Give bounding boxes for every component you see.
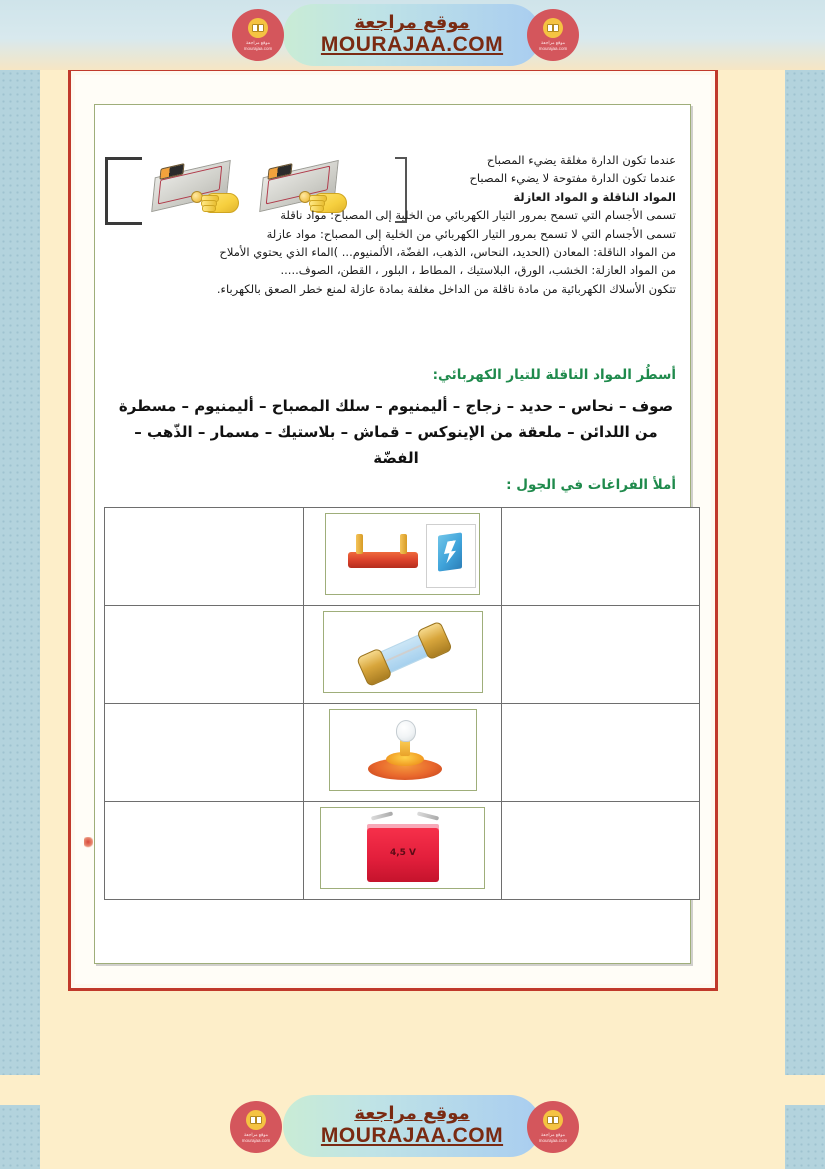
materials-line-2: من اللدائن – ملعقة من الإينوكس – قماش – بلاستيك – مسمار – الذّهب – الفضّة	[134, 423, 658, 467]
worksheet-content	[95, 105, 690, 963]
exercise2-heading: أملأ الفراغات في الجول :	[506, 477, 676, 493]
battery-voltage-label: 4,5 V	[389, 848, 417, 858]
body-line-1: تسمى الأجسام التي تسمح بمرور التيار الكهربائي من الخلية إلى المصباح: مواد ناقلة	[280, 208, 676, 223]
materials-list	[116, 393, 676, 471]
table-row	[105, 606, 700, 704]
answer-cell-right[interactable]	[105, 508, 304, 606]
lamp-bulb-icon	[396, 720, 416, 742]
worksheet-content-frame	[94, 104, 691, 964]
book-icon	[246, 1110, 266, 1130]
footer-brand-url: MOURAJAA.COM	[320, 1123, 504, 1147]
intro-line-1: عندما تكون الدارة مغلقة يضيء المصباح	[486, 153, 676, 167]
worksheet-cream-frame	[75, 75, 711, 984]
materials-table	[104, 507, 700, 900]
worksheet-outer-frame	[68, 68, 718, 991]
footer-logo-right[interactable]	[527, 1101, 579, 1153]
materials-line-1: صوف – نحاس – حديد – زجاج – أليمنيوم – سلك المصباح – أليمنيوم – مسطرة	[118, 397, 674, 415]
image-cell	[304, 704, 502, 802]
logo-arabic-text: موقع مراجعة	[245, 40, 271, 46]
header-brand-pill[interactable]	[283, 4, 541, 66]
logo-url-text: mourajaa.com	[538, 1138, 568, 1143]
table-row	[105, 802, 700, 900]
bracket-left	[105, 157, 142, 225]
body-line-2: تسمى الأجسام التي لا تسمح بمرور التيار الكهربائي من الخلية إلى المصباح: مواد عازلة	[266, 226, 676, 241]
table-row	[105, 508, 700, 606]
answer-cell-left[interactable]	[502, 606, 700, 704]
socket-pin	[356, 534, 363, 554]
footer-brand-pill[interactable]	[283, 1095, 541, 1157]
body-line-3: من المواد الناقلة: المعادن (الحديد، النحاس، الذهب، الفضّة، الألمنيوم... )الماء الذي يحتوي الأملاح	[219, 245, 676, 260]
book-icon	[543, 1110, 563, 1130]
body-line-4: من المواد العازلة: الخشب، الورق، البلاستيك ، المطاط ، البلور ، القطن، الصوف.....	[280, 263, 676, 278]
battery-terminal	[417, 811, 439, 820]
header-logo-left[interactable]	[232, 9, 284, 61]
answer-cell-left[interactable]	[502, 802, 700, 900]
footer-logo-left[interactable]	[230, 1101, 282, 1153]
table-row	[105, 704, 700, 802]
battery-terminal	[371, 811, 393, 820]
book-icon	[543, 18, 563, 38]
logo-arabic-text: موقع مراجعة	[540, 40, 566, 46]
site-footer-banner	[0, 1075, 825, 1169]
wall-switch-icon	[438, 532, 462, 571]
header-logo-right[interactable]	[527, 9, 579, 61]
logo-url-text: mourajaa.com	[241, 1138, 271, 1143]
image-cell	[304, 606, 502, 704]
logo-arabic-text: موقع مراجعة	[243, 1132, 269, 1138]
answer-cell-right[interactable]	[105, 606, 304, 704]
answer-cell-left[interactable]	[502, 508, 700, 606]
red-battery-figure	[320, 807, 485, 889]
lesson-section-title: المواد الناقلة و المواد العازلة	[513, 189, 676, 204]
image-cell	[304, 802, 502, 900]
answer-cell-right[interactable]	[105, 802, 304, 900]
header-brand-arabic: موقع مراجعة	[354, 12, 470, 34]
left-rail-marker	[84, 837, 93, 848]
socket-and-switch-figure	[325, 513, 480, 595]
lesson-text-block	[146, 151, 676, 298]
header-brand-url: MOURAJAA.COM	[320, 32, 504, 56]
image-cell	[304, 508, 502, 606]
socket-pin	[400, 534, 407, 554]
exercise1-heading: أسطُر المواد الناقلة للتيار الكهربائي:	[432, 367, 676, 383]
fuse-body	[355, 621, 451, 686]
logo-arabic-text: موقع مراجعة	[540, 1132, 566, 1138]
footer-brand-arabic: موقع مراجعة	[354, 1103, 470, 1125]
answer-cell-right[interactable]	[105, 704, 304, 802]
logo-url-text: mourajaa.com	[243, 46, 273, 51]
site-header-banner	[0, 0, 825, 70]
body-line-5: تتكون الأسلاك الكهربائية من مادة ناقلة من الداخل مغلفة بمادة عازلة لمنع خطر الصعق بالكهرباء.	[216, 281, 676, 296]
lamp-bulb-holder-figure	[329, 709, 477, 791]
glass-fuse-figure	[323, 611, 483, 693]
intro-line-2: عندما تكون الدارة مفتوحة لا يضيء المصباح	[469, 171, 676, 186]
socket-block	[348, 552, 418, 568]
book-icon	[248, 18, 268, 38]
answer-cell-left[interactable]	[502, 704, 700, 802]
logo-url-text: mourajaa.com	[538, 46, 568, 51]
